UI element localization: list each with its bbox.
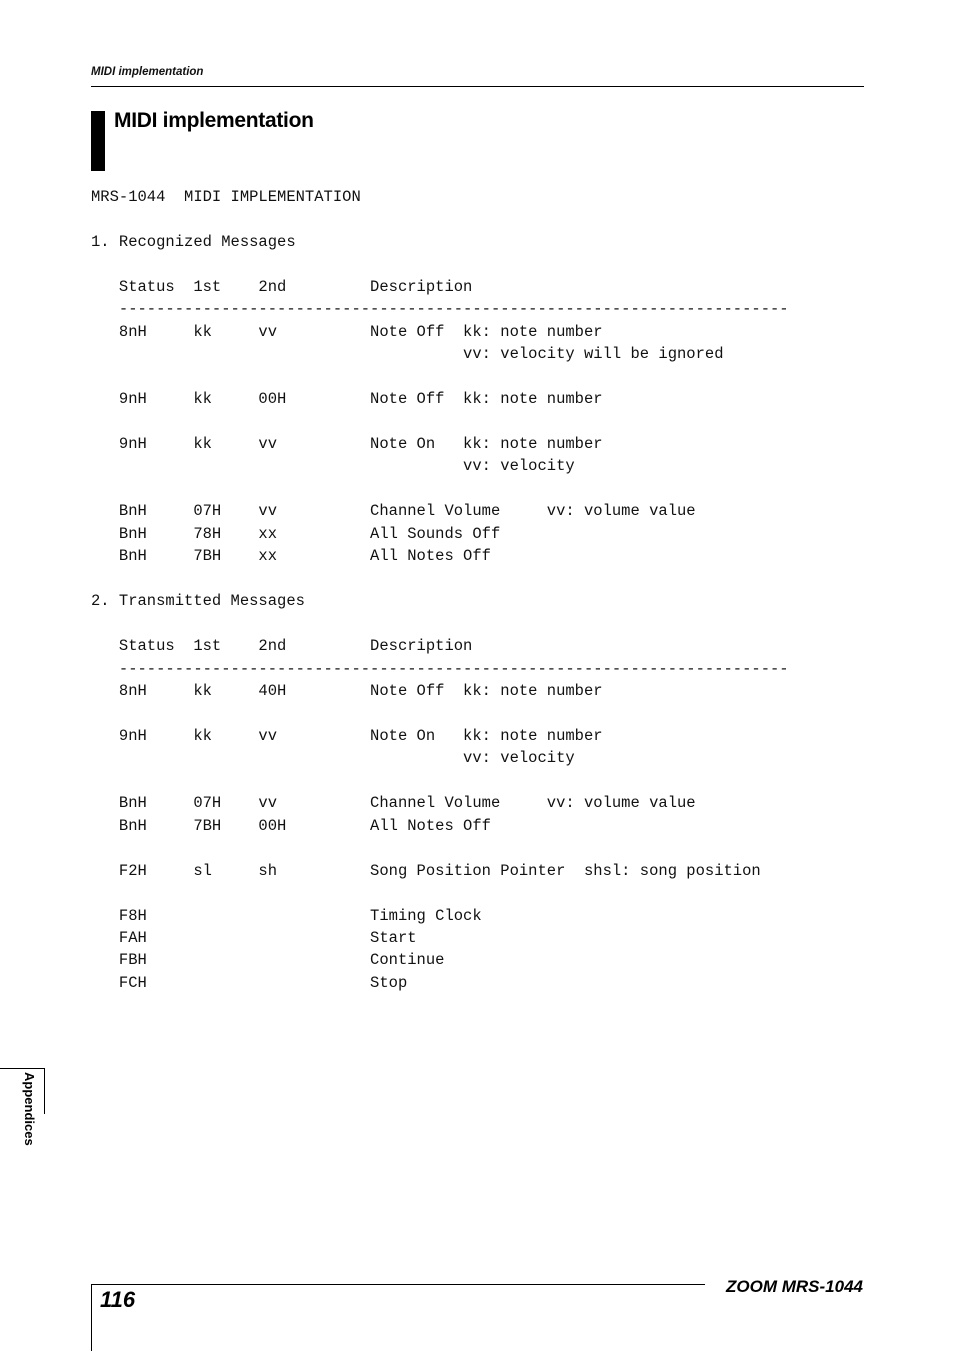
midi-implementation-listing: MRS-1044 MIDI IMPLEMENTATION 1. Recognized Messages Status 1st 2nd Description ------------------------------------------------------------------------ 8nH kk vv Note Off kk: note number vv: velocity will be ignored 9nH kk 00H Note Off kk: note number 9nH kk vv Note On kk: note number vv: velocity BnH 07H vv Channel Volume vv: volume value BnH 78H xx All Sounds Off BnH 7BH xx All Notes Off 2. Transmitted Messages Status 1st 2nd Description ------------------------------------------------------------------------ 8nH kk 40H Note Off kk: note number 9nH kk vv Note On kk: note number vv: velocity BnH 07H vv Channel Volume vv: volume value BnH 7BH 00H All Notes Off F2H sl sh Song Position Pointer shsl: song position F8H Timing Clock FAH Start FBH Continue FCH Stop [91,188,789,992]
section-title: MIDI implementation [114,109,314,132]
side-tab-rule [44,1068,45,1114]
header-rule [91,86,864,87]
side-tab-top-rule [0,1068,45,1069]
running-header-title: MIDI implementation [91,66,204,78]
side-tab-appendices: Appendices [22,1072,37,1146]
footer-vertical-rule [91,1284,92,1351]
product-name: ZOOM MRS-1044 [726,1277,863,1296]
section-title-bar [91,111,105,171]
page-number: 116 [100,1287,136,1312]
footer-rule [91,1284,705,1285]
